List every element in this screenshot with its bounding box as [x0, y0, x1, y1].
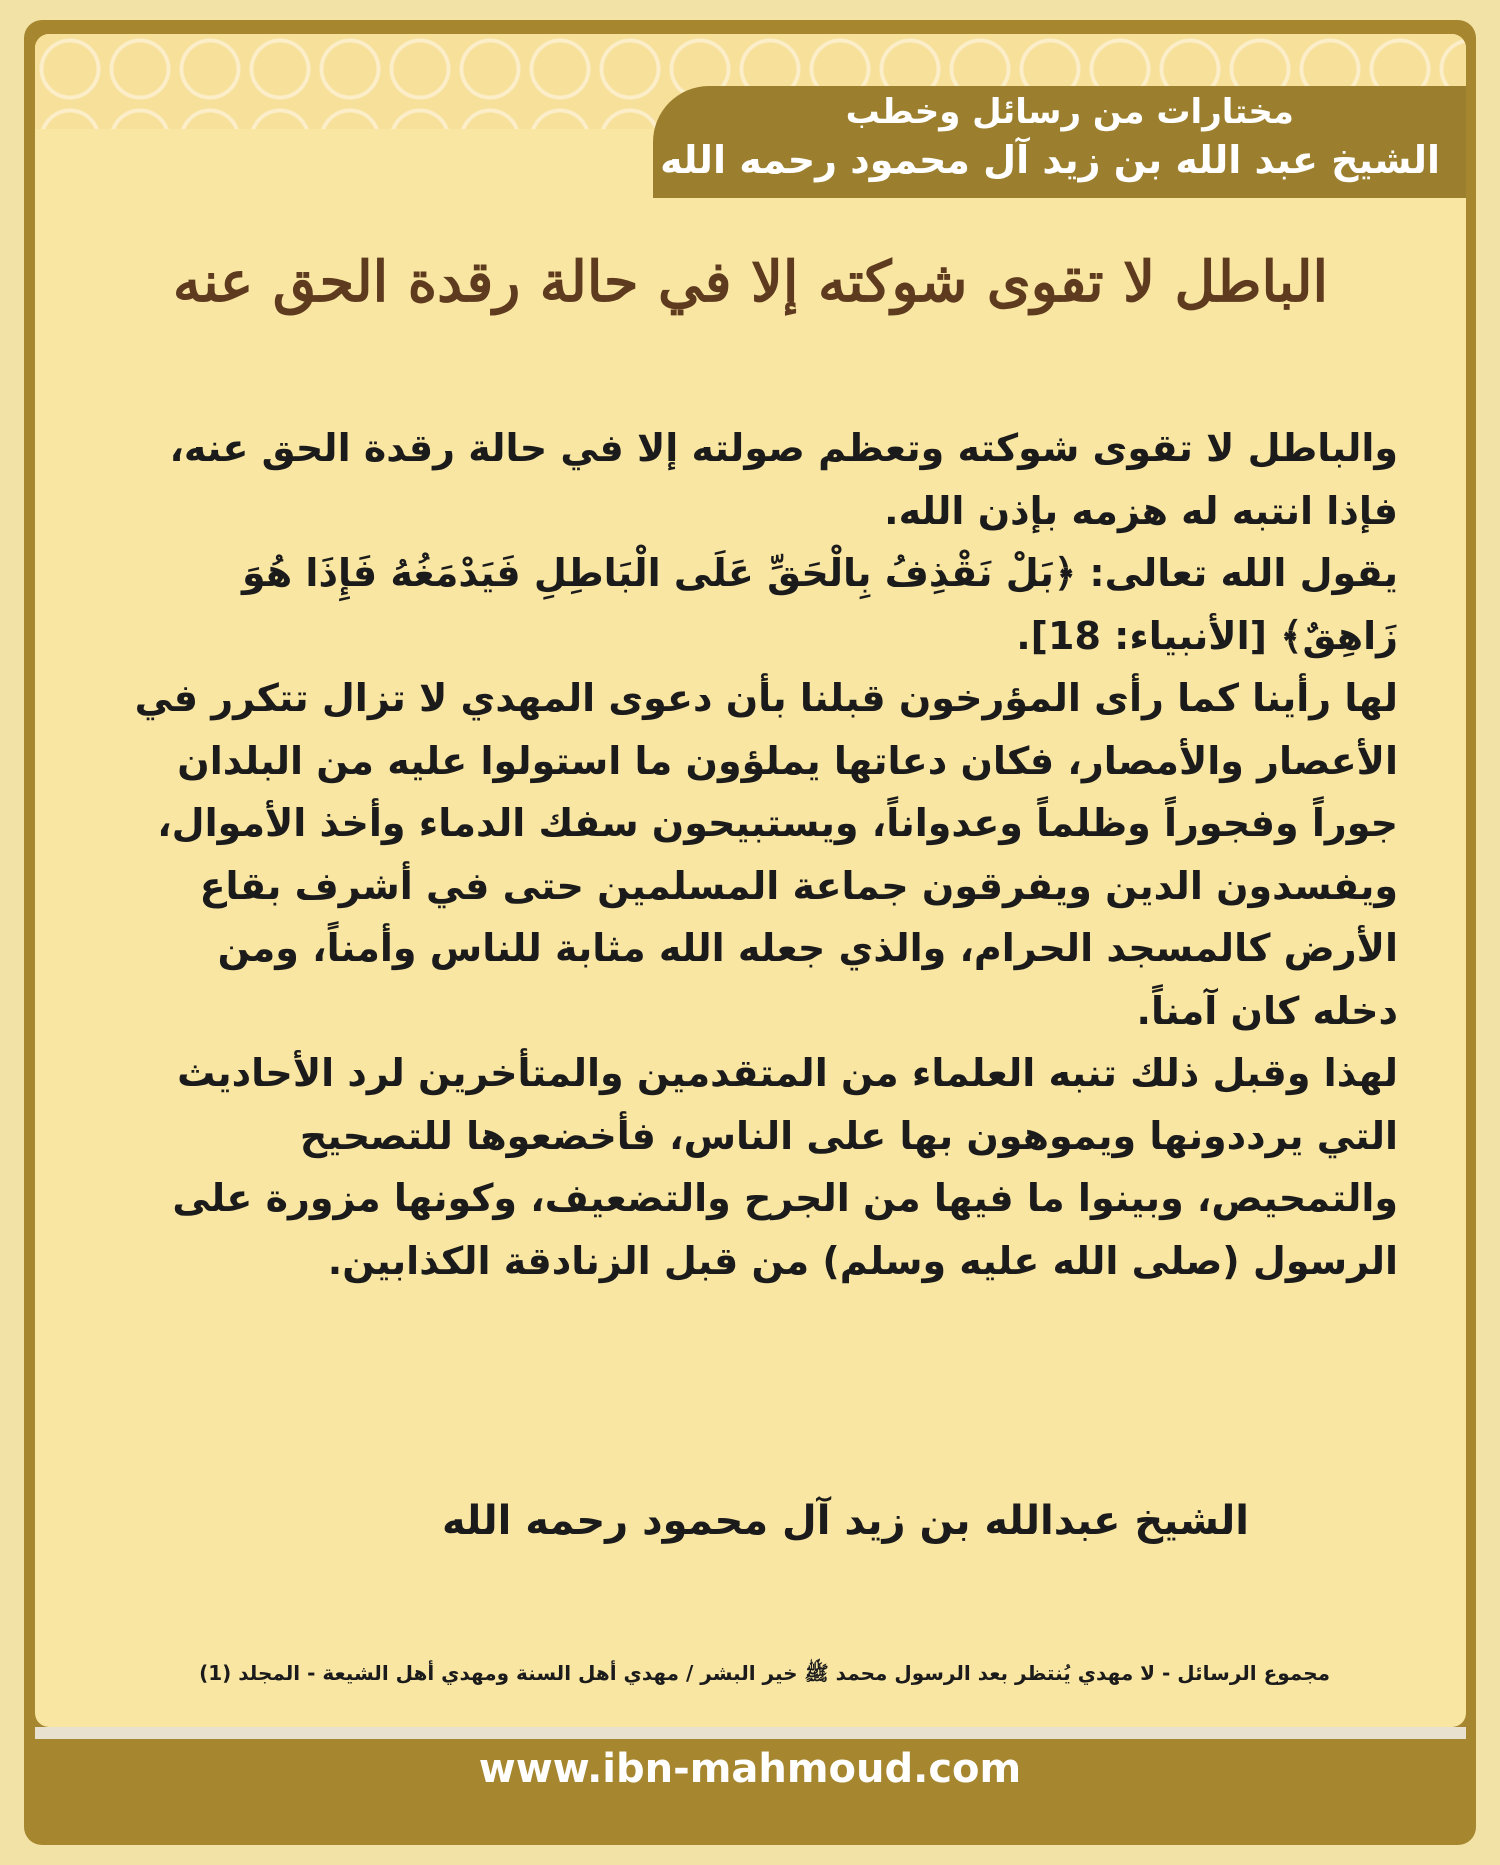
author-signature: الشيخ عبدالله بن زيد آل محمود رحمه الله — [442, 1498, 1249, 1544]
paragraph-2-quran-quote: يقول الله تعالى: ﴿بَلْ نَقْذِفُ بِالْحَقِّ عَلَى الْبَاطِلِ فَيَدْمَغُهُ فَإِذَا هُوَ زَاهِقٌ﴾ [الأنبياء: 18]. — [242, 551, 1398, 658]
footer-divider — [35, 1727, 1466, 1739]
header-banner — [653, 86, 1466, 198]
header-author-name: الشيخ عبد الله بن زيد آل محمود رحمه الله — [660, 138, 1440, 182]
content-card — [35, 34, 1466, 1727]
article-title: الباطل لا تقوى شوكته إلا في حالة رقدة الحق عنه — [172, 249, 1329, 315]
source-citation: مجموع الرسائل - لا مهدي يُنتظر بعد الرسول محمد ﷺ خير البشر / مهدي أهل السنة ومهدي أهل الشيعة - المجلد (1) — [199, 1661, 1330, 1685]
paragraph-1: والباطل لا تقوى شوكته وتعظم صولته إلا في حالة رقدة الحق عنه، فإذا انتبه له هزمه بإذن الله. — [169, 426, 1398, 533]
header-series-title: مختارات من رسائل وخطب — [845, 92, 1294, 132]
article-body — [129, 417, 1398, 1292]
paragraph-3: لها رأينا كما رأى المؤرخون قبلنا بأن دعوى المهدي لا تزال تتكرر في الأعصار والأمصار، فكان دعاتها يملؤون ما استولوا عليه من البلدان جوراً وفجوراً وظلماً وعدواناً، ويستبيحون سفك الدماء وأخذ الأموال، ويفسدون الدين ويفرقون جماعة المسلمين حتى في أشرف بقاع الأرض كالمسجد الحرام، والذي جعله الله مثابة للناس وأمناً، ومن دخله كان آمناً. — [134, 676, 1398, 1033]
paragraph-4: لهذا وقبل ذلك تنبه العلماء من المتقدمين والمتأخرين لرد الأحاديث التي يرددونها ويموهون بها على الناس، فأخضعوها للتصحيح والتمحيص، وبينوا ما فيها من الجرح والتضعيف، وكونها مزورة على الرسول (صلى الله عليه وسلم) من قبل الزنادقة الكذابين. — [172, 1051, 1398, 1283]
website-link[interactable]: www.ibn-mahmoud.com — [478, 1746, 1022, 1792]
